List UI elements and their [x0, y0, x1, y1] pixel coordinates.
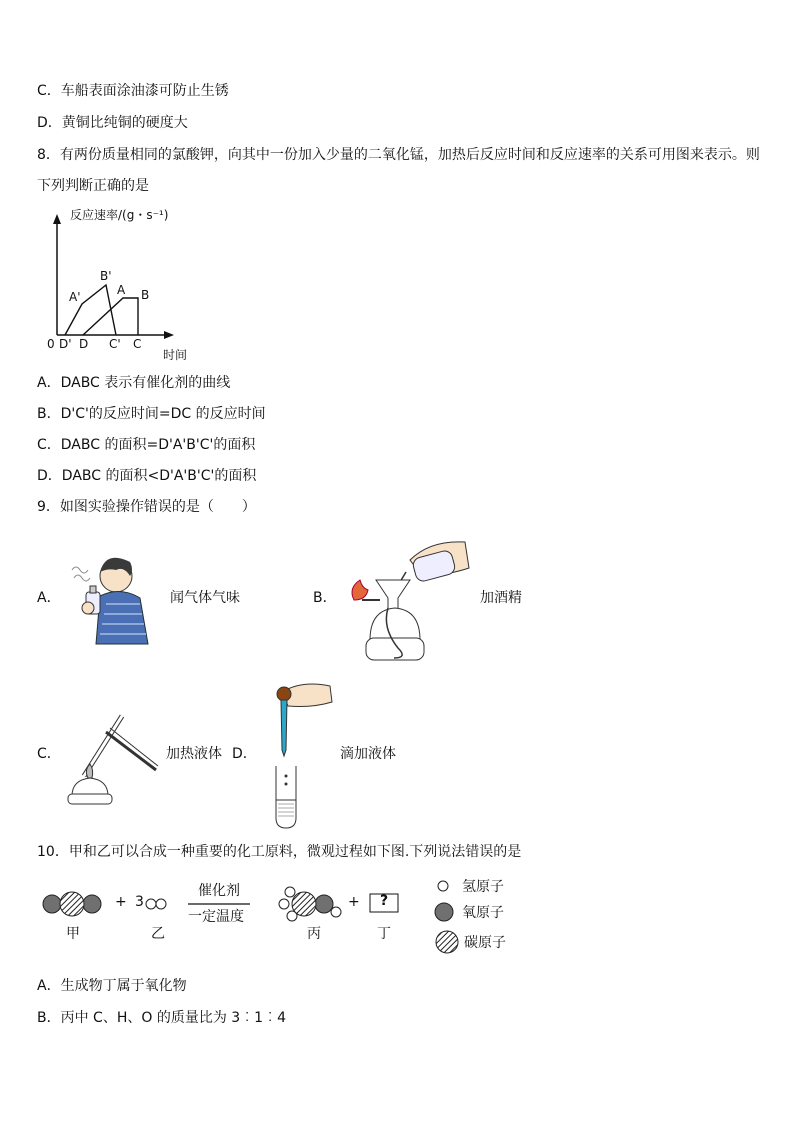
q8-option-b: B．D'C'的反应时间=DC 的反应时间: [37, 406, 266, 422]
x-axis-arrow: [164, 331, 174, 339]
bing-carbon-atom: [292, 892, 316, 916]
point-c: C: [133, 337, 142, 351]
smelling-gas-illustration: [66, 548, 166, 648]
point-b-prime: B': [100, 269, 112, 283]
jia-center-atom: [60, 892, 84, 916]
arrow-condition-temperature: 一定温度: [188, 909, 244, 925]
adding-alcohol-illustration: [340, 530, 475, 670]
option-c-line: C．车船表面涂油漆可防止生锈: [37, 83, 229, 99]
plus-sign-1: +: [115, 894, 127, 910]
legend-hydrogen-atom: [438, 881, 448, 891]
point-b: B: [141, 288, 150, 302]
q9-b-letter: B．: [313, 590, 337, 606]
legend-carbon-label: 碳原子: [464, 935, 506, 951]
label-yi: 乙: [151, 926, 165, 942]
q9-b-caption: 加酒精: [480, 590, 522, 606]
q10-option-b: B．丙中 C、H、O 的质量比为 3︰1︰4: [37, 1010, 286, 1026]
legend-oxygen-label: 氧原子: [462, 905, 504, 921]
q10-option-a: A．生成物丁属于氧化物: [37, 978, 187, 994]
unknown-mark: ?: [380, 893, 389, 909]
origin-label: 0: [47, 337, 55, 351]
yi-atom-2: [156, 899, 166, 909]
jia-right-atom: [83, 895, 101, 913]
q8-option-d: D．DABC 的面积<D'A'B'C'的面积: [37, 468, 257, 484]
heating-liquid-illustration: [64, 706, 164, 806]
option-d-line: D．黄铜比纯铜的硬度大: [37, 115, 188, 131]
q9-c-letter: C．: [37, 746, 61, 762]
plus-sign-2: +: [348, 894, 360, 910]
q9-stem: 9．如图实验操作错误的是（ ）: [37, 499, 256, 515]
arrow-condition-catalyst: 催化剂: [198, 883, 240, 899]
point-a-prime: A': [69, 290, 81, 304]
jia-left-atom: [43, 895, 61, 913]
q8-stem-line1: 8．有两份质量相同的氯酸钾，向其中一份加入少量的二氧化锰，加热后反应时间和反应速率的关系可用图来表示。则: [37, 147, 760, 163]
curve-without-catalyst: [83, 298, 138, 335]
q8-option-a: A．DABC 表示有催化剂的曲线: [37, 375, 231, 391]
y-axis-arrow: [53, 214, 61, 224]
q9-a-letter: A．: [37, 590, 61, 606]
legend-oxygen-atom: [435, 903, 453, 921]
yi-atom-1: [146, 899, 156, 909]
legend-carbon-atom: [436, 931, 458, 953]
y-axis-label: 反应速率/(g・s⁻¹): [70, 208, 169, 222]
point-d: D: [79, 337, 89, 351]
q10-reaction-diagram: [0, 870, 794, 960]
point-a: A: [117, 283, 126, 297]
label-bing: 丙: [307, 926, 321, 942]
q9-c-caption: 加热液体: [166, 746, 222, 762]
q9-d-letter: D．: [232, 746, 257, 762]
point-c-prime: C': [109, 337, 121, 351]
point-d-prime: D': [59, 337, 72, 351]
q9-d-caption: 滴加液体: [340, 746, 396, 762]
label-ding: 丁: [377, 926, 391, 942]
x-axis-label: 时间: [163, 348, 188, 362]
q8-option-c: C．DABC 的面积=D'A'B'C'的面积: [37, 437, 256, 453]
q8-stem-line2: 下列判断正确的是: [37, 178, 149, 194]
coefficient-3: 3: [135, 894, 144, 910]
q10-stem: 10．甲和乙可以合成一种重要的化工原料，微观过程如下图.下列说法错误的是: [37, 844, 522, 860]
q9-a-caption: 闻气体气味: [170, 590, 240, 606]
dropping-liquid-illustration: [266, 680, 336, 830]
legend-hydrogen-label: 氢原子: [462, 879, 504, 895]
label-jia: 甲: [66, 926, 80, 942]
